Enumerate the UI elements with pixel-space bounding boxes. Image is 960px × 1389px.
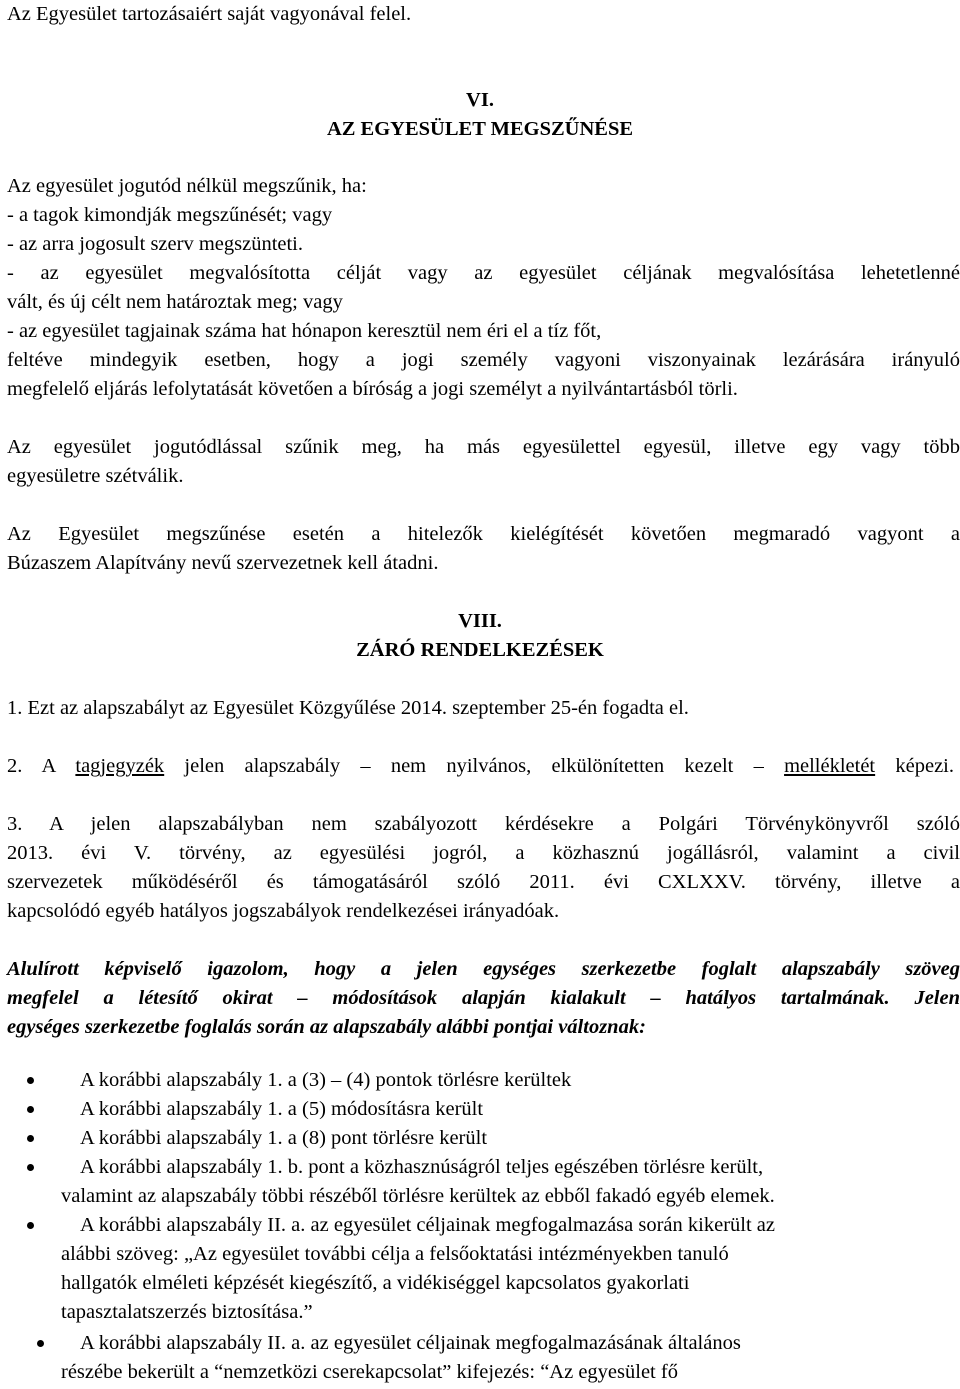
bullet-icon	[27, 1222, 34, 1229]
change-item: A korábbi alapszabály 1. a (3) – (4) pontok törlésre kerültek	[80, 1069, 572, 1091]
provision-2-text: képezi.	[875, 755, 954, 777]
bullet-icon	[27, 1164, 34, 1171]
section-8-title: ZÁRÓ RENDELKEZÉSEK	[356, 639, 604, 661]
certification-line: egységes szerkezetbe foglalás során az alapszabály alábbi pontjai változnak:	[7, 1016, 646, 1038]
change-item-continuation: alábbi szöveg: „Az egyesület további célja a felsőoktatási intézményekben tanuló	[61, 1243, 729, 1265]
paragraph-line: Az egyesület jogutódlással szűnik meg, ha más egyesülettel egyesül, illetve egy vagy több	[7, 436, 960, 458]
paragraph-line: Búzaszem Alapítvány nevű szervezetnek kell átadni.	[7, 552, 439, 574]
provision-2-text: jelen alapszabály – nem nyilvános, elkülönítetten kezelt –	[164, 755, 785, 777]
section-8-number: VIII.	[458, 610, 502, 632]
section-6-number: VI.	[466, 89, 494, 111]
paragraph-line: - az egyesület tagjainak száma hat hónapon keresztül nem éri el a tíz főt,	[7, 320, 602, 342]
change-item-continuation: valamint az alapszabály többi részéből törlésre kerültek az ebből fakadó egyéb elemek.	[61, 1185, 775, 1207]
change-item: A korábbi alapszabály 1. b. pont a közhasznúságról teljes egészében törlésre került,	[80, 1156, 764, 1178]
tagjegyzek-term: tagjegyzék	[75, 755, 165, 777]
bullet-icon	[27, 1135, 34, 1142]
provision-2	[7, 752, 954, 781]
paragraph-line: Az Egyesület megszűnése esetén a hitelezők kielégítését követően megmaradó vagyont a	[7, 523, 960, 545]
paragraph-line: 3. A jelen alapszabályban nem szabályozott kérdésekre a Polgári Törvénykönyvről szóló	[7, 813, 960, 835]
paragraph-line: feltéve mindegyik esetben, hogy a jogi személy vagyoni viszonyainak lezárására irányuló	[7, 349, 960, 371]
paragraph-line: egyesületre szétválik.	[7, 465, 184, 487]
section-6-intro: Az egyesület jogutód nélkül megszűnik, ha:	[7, 175, 367, 197]
change-item: A korábbi alapszabály II. a. az egyesület céljainak megfogalmazásának általános	[80, 1332, 741, 1354]
paragraph-line: 2013. évi V. törvény, az egyesülési jogról, a közhasznú jogállásról, valamint a civil	[7, 842, 960, 864]
paragraph-line: kapcsolódó egyéb hatályos jogszabályok rendelkezései irányadóak.	[7, 900, 560, 922]
change-item: A korábbi alapszabály 1. a (5) módosításra került	[80, 1098, 484, 1120]
change-item-continuation: hallgatók elméleti képzését kiegészítő, a vidékiséggel kapcsolatos gyakorlati	[61, 1272, 690, 1294]
paragraph-line: megfelelő eljárás lefolytatását követően a bíróság a jogi személyt a nyilvántartásból törli.	[7, 378, 738, 400]
paragraph-line: - az egyesület megvalósította célját vagy az egyesület céljának megvalósítása lehetetlenné	[7, 262, 960, 284]
bullet-icon	[37, 1340, 44, 1347]
paragraph-line: szervezetek működéséről és támogatásáról szóló 2011. évi CXLXXV. törvény, illetve a	[7, 871, 960, 893]
change-item-continuation: részébe bekerült a “nemzetközi cserekapcsolat” kifejezés: “Az egyesület fő	[61, 1361, 678, 1383]
provision-2-text: 2. A	[7, 755, 76, 777]
top-line: Az Egyesület tartozásaiért saját vagyonával felel.	[7, 3, 412, 25]
bullet-icon	[27, 1077, 34, 1084]
bullet-icon	[27, 1106, 34, 1113]
change-item-continuation: tapasztalatszerzés biztosítása.”	[61, 1301, 313, 1323]
paragraph-line: vált, és új célt nem határoztak meg; vagy	[7, 291, 343, 313]
provision-1: 1. Ezt az alapszabályt az Egyesület Közgyűlése 2014. szeptember 25-én fogadta el.	[7, 697, 689, 719]
section-6-title: AZ EGYESÜLET MEGSZŰNÉSE	[326, 118, 634, 140]
change-item: A korábbi alapszabály 1. a (8) pont törlésre került	[80, 1127, 488, 1149]
certification-line: megfelel a létesítő okirat – módosítások alapján kialakult – hatályos tartalmának. Jelen	[7, 987, 960, 1009]
change-item: A korábbi alapszabály II. a. az egyesület céljainak megfogalmazása során kikerült az	[80, 1214, 775, 1236]
melleklet-term: mellékletét	[784, 755, 876, 777]
certification-line: Alulírott képviselő igazolom, hogy a jelen egységes szerkezetbe foglalt alapszabály szöveg	[7, 958, 960, 980]
list-item: - a tagok kimondják megszűnését; vagy	[7, 204, 333, 226]
list-item: - az arra jogosult szerv megszünteti.	[7, 233, 303, 255]
